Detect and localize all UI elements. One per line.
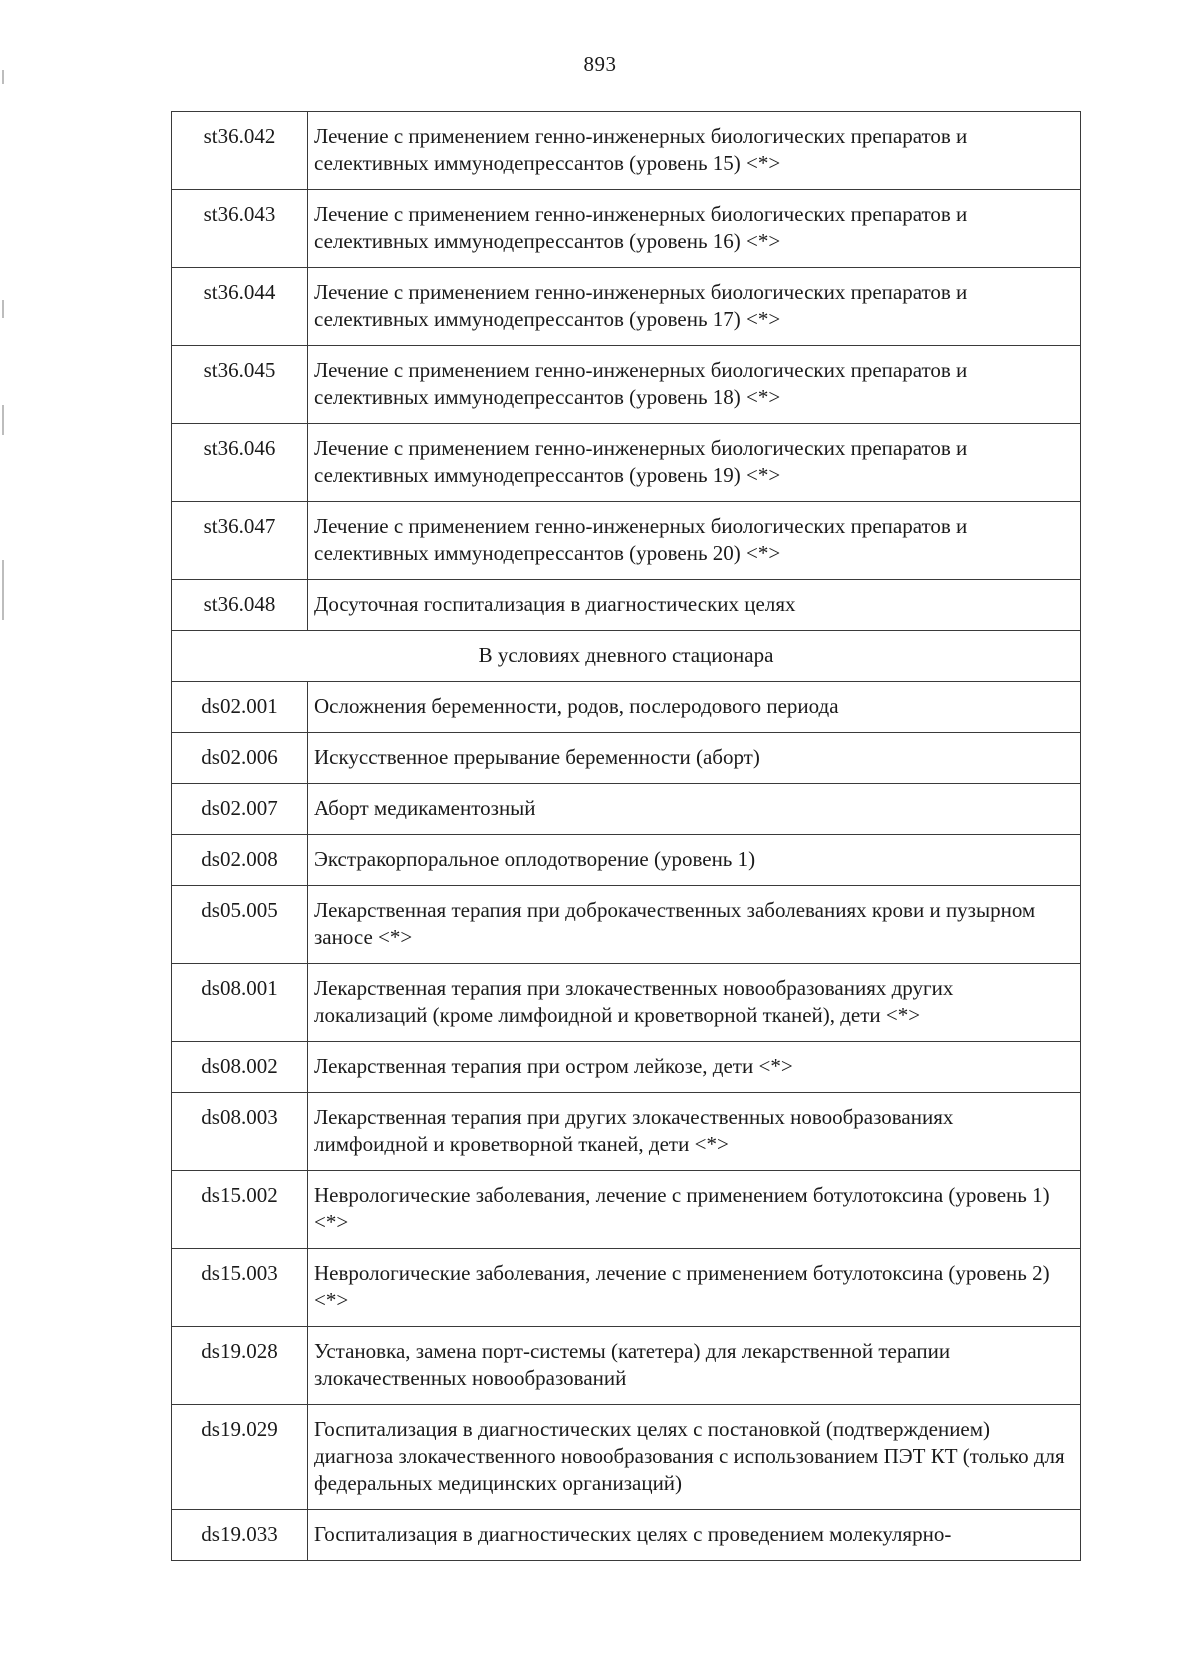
table-row xyxy=(172,502,1081,580)
table-row xyxy=(172,835,1081,886)
row-code: st36.047 xyxy=(172,502,308,580)
row-code: ds02.001 xyxy=(172,682,308,733)
table-row xyxy=(172,733,1081,784)
row-code: ds08.002 xyxy=(172,1042,308,1093)
row-code: ds02.007 xyxy=(172,784,308,835)
row-description: Госпитализация в диагностических целях с проведением молекулярно- xyxy=(308,1510,1081,1561)
row-code: ds15.002 xyxy=(172,1171,308,1249)
row-code: st36.044 xyxy=(172,268,308,346)
row-code: st36.048 xyxy=(172,580,308,631)
table-row xyxy=(172,268,1081,346)
table-row xyxy=(172,1510,1081,1561)
row-code: ds02.008 xyxy=(172,835,308,886)
row-description: Неврологические заболевания, лечение с применением ботулотоксина (уровень 2) <*> xyxy=(308,1249,1081,1327)
row-description: Лечение с применением генно-инженерных биологических препаратов и селективных иммунодепрессантов (уровень 16) <*> xyxy=(308,190,1081,268)
scan-margin-mark xyxy=(2,70,4,84)
row-code: ds08.003 xyxy=(172,1093,308,1171)
row-description: Искусственное прерывание беременности (аборт) xyxy=(308,733,1081,784)
row-code: st36.043 xyxy=(172,190,308,268)
scan-margin-mark xyxy=(2,405,4,435)
row-description: Лечение с применением генно-инженерных биологических препаратов и селективных иммунодепрессантов (уровень 20) <*> xyxy=(308,502,1081,580)
row-description: Досуточная госпитализация в диагностических целях xyxy=(308,580,1081,631)
table-row xyxy=(172,1093,1081,1171)
row-description: Лечение с применением генно-инженерных биологических препаратов и селективных иммунодепрессантов (уровень 17) <*> xyxy=(308,268,1081,346)
section-row xyxy=(172,631,1081,682)
row-description: Лекарственная терапия при остром лейкозе, дети <*> xyxy=(308,1042,1081,1093)
table-row xyxy=(172,682,1081,733)
table-row xyxy=(172,1042,1081,1093)
row-description: Экстракорпоральное оплодотворение (уровень 1) xyxy=(308,835,1081,886)
row-description: Лекарственная терапия при других злокачественных новообразованиях лимфоидной и кроветворной тканей, дети <*> xyxy=(308,1093,1081,1171)
table-row xyxy=(172,1405,1081,1510)
tariff-table xyxy=(171,111,1081,1561)
row-description: Лекарственная терапия при доброкачественных заболеваниях крови и пузырном заносе <*> xyxy=(308,886,1081,964)
row-description: Лечение с применением генно-инженерных биологических препаратов и селективных иммунодепрессантов (уровень 18) <*> xyxy=(308,346,1081,424)
table-row xyxy=(172,424,1081,502)
section-heading: В условиях дневного стационара xyxy=(172,631,1081,682)
table-row xyxy=(172,112,1081,190)
table-row xyxy=(172,1249,1081,1327)
row-description: Лекарственная терапия при злокачественных новообразованиях других локализаций (кроме лимфоидной и кроветворной тканей), дети <*> xyxy=(308,964,1081,1042)
table-row xyxy=(172,1327,1081,1405)
row-code: ds02.006 xyxy=(172,733,308,784)
row-code: ds19.028 xyxy=(172,1327,308,1405)
row-description: Госпитализация в диагностических целях с постановкой (подтверждением) диагноза злокачественного новообразования с использованием ПЭТ КТ (только для федеральных медицинских организаций) xyxy=(308,1405,1081,1510)
table-row xyxy=(172,886,1081,964)
table-row xyxy=(172,784,1081,835)
row-code: st36.046 xyxy=(172,424,308,502)
table-row xyxy=(172,190,1081,268)
row-code: ds05.005 xyxy=(172,886,308,964)
table-body xyxy=(172,112,1081,1561)
page-number: 893 xyxy=(583,52,617,76)
row-description: Лечение с применением генно-инженерных биологических препаратов и селективных иммунодепрессантов (уровень 19) <*> xyxy=(308,424,1081,502)
row-description: Установка, замена порт-системы (катетера) для лекарственной терапии злокачественных новообразований xyxy=(308,1327,1081,1405)
row-code: ds19.029 xyxy=(172,1405,308,1510)
table-row xyxy=(172,964,1081,1042)
row-description: Неврологические заболевания, лечение с применением ботулотоксина (уровень 1) <*> xyxy=(308,1171,1081,1249)
row-code: st36.045 xyxy=(172,346,308,424)
row-code: st36.042 xyxy=(172,112,308,190)
row-description: Аборт медикаментозный xyxy=(308,784,1081,835)
table-row xyxy=(172,1171,1081,1249)
table-row xyxy=(172,580,1081,631)
table-row xyxy=(172,346,1081,424)
scan-margin-mark xyxy=(2,300,4,318)
row-code: ds19.033 xyxy=(172,1510,308,1561)
row-description: Осложнения беременности, родов, послеродового периода xyxy=(308,682,1081,733)
row-code: ds15.003 xyxy=(172,1249,308,1327)
row-code: ds08.001 xyxy=(172,964,308,1042)
scan-margin-mark xyxy=(2,560,4,620)
row-description: Лечение с применением генно-инженерных биологических препаратов и селективных иммунодепрессантов (уровень 15) <*> xyxy=(308,112,1081,190)
